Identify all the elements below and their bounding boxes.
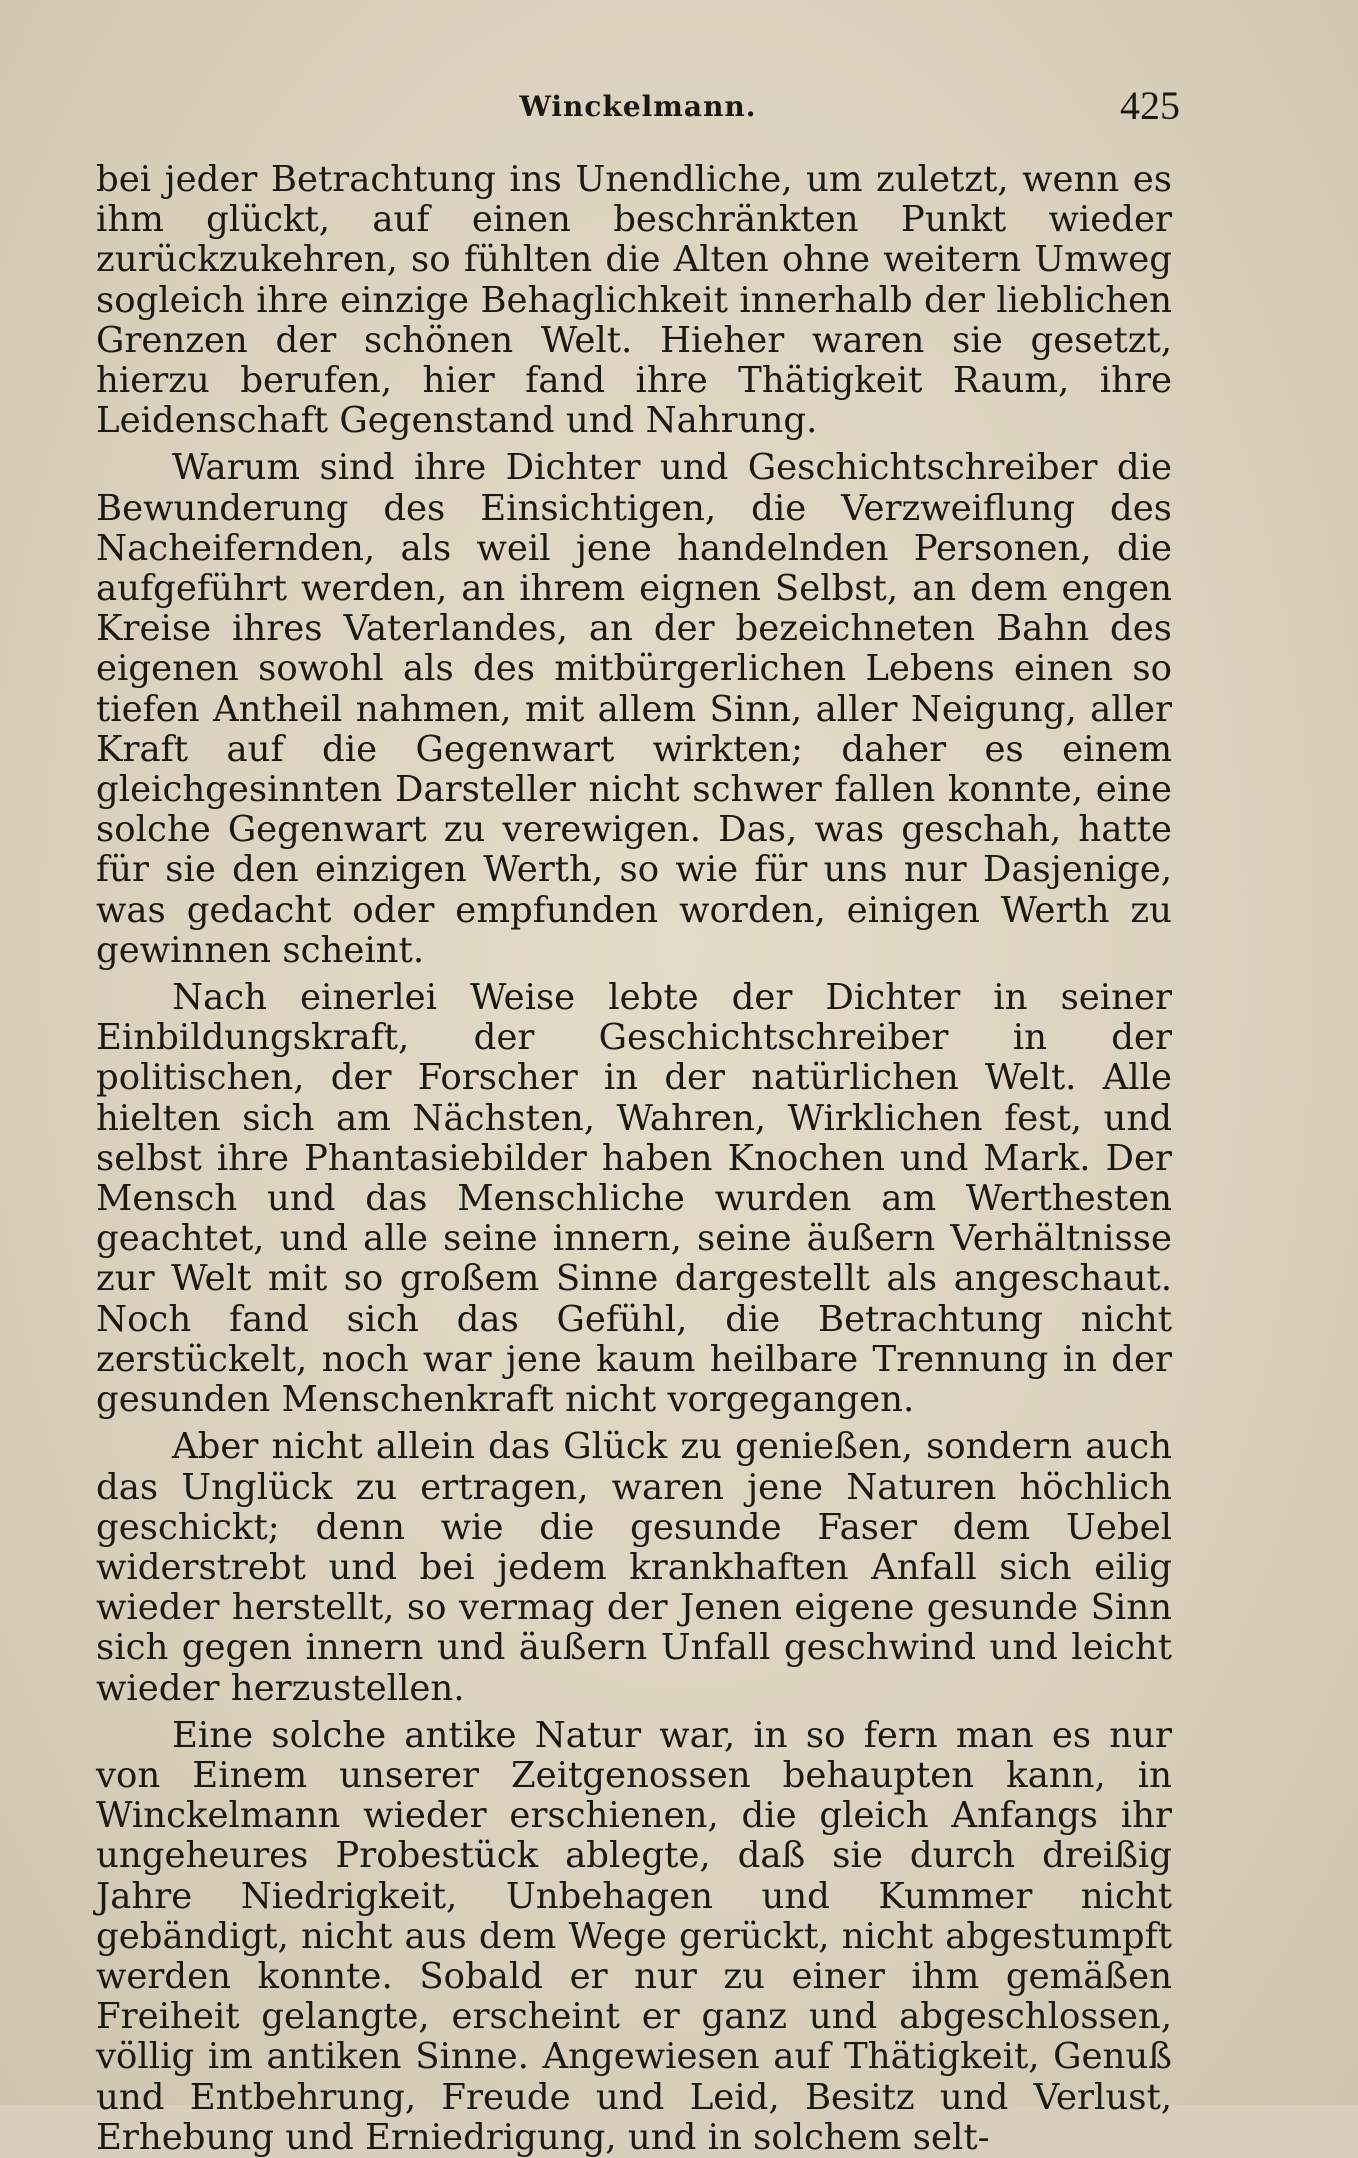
body-text	[96, 160, 1172, 2158]
paragraph: Aber nicht allein das Glück zu genießen, sondern auch das Unglück zu ertragen, waren jene Naturen höchlich geschickt; denn wie die gesunde Faser dem Uebel widerstrebt und bei jedem krankhaften Anfall sich eilig wieder herstellt, so vermag der Jenen eigene gesunde Sinn sich gegen innern und äußern Unfall geschwind und leicht wieder herzustellen.	[96, 1426, 1172, 1709]
paragraph: Warum sind ihre Dichter und Geschichtschreiber die Bewunderung des Einsichtigen, die Verzweiflung des Nacheifernden, als weil jene handelnden Personen, die aufgeführt werden, an ihrem eignen Selbst, an dem engen Kreise ihres Vaterlandes, an der bezeichneten Bahn des eigenen sowohl als des mitbürgerlichen Lebens einen so tiefen Antheil nahmen, mit allem Sinn, aller Neigung, aller Kraft auf die Gegenwart wirkten; daher es einem gleichgesinnten Darsteller nicht schwer fallen konnte, eine solche Gegenwart zu verewigen. Das, was geschah, hatte für sie den einzigen Werth, so wie für uns nur Dasjenige, was gedacht oder empfunden worden, einigen Werth zu gewinnen scheint.	[96, 447, 1172, 971]
page-number: 425	[1120, 83, 1180, 128]
page-header	[96, 82, 1180, 132]
paragraph: Eine solche antike Natur war, in so fern man es nur von Einem unserer Zeitgenossen behaupten kann, in Winckelmann wieder erschienen, die gleich Anfangs ihr ungeheures Probestück ablegte, daß sie durch dreißig Jahre Niedrigkeit, Unbehagen und Kummer nicht gebändigt, nicht aus dem Wege gerückt, nicht abgestumpft werden konnte. Sobald er nur zu einer ihm gemäßen Freiheit gelangte, erscheint er ganz und abgeschlossen, völlig im antiken Sinne. Angewiesen auf Thätigkeit, Genuß und Entbehrung, Freude und Leid, Besitz und Verlust, Erhebung und Erniedrigung, und in solchem selt-	[96, 1714, 1172, 2158]
paragraph: Nach einerlei Weise lebte der Dichter in seiner Einbildungskraft, der Geschichtschreiber in der politischen, der Forscher in der natürlichen Welt. Alle hielten sich am Nächsten, Wahren, Wirklichen fest, und selbst ihre Phantasiebilder haben Knochen und Mark. Der Mensch und das Menschliche wurden am Werthesten geachtet, und alle seine innern, seine äußern Verhältnisse zur Welt mit so großem Sinne dargestellt als angeschaut. Noch fand sich das Gefühl, die Betrachtung nicht zerstückelt, noch war jene kaum heilbare Trennung in der gesunden Menschenkraft nicht vorgegangen.	[96, 977, 1172, 1421]
running-title: Winckelmann.	[519, 90, 757, 123]
paragraph-continued: bei jeder Betrachtung ins Unendliche, um zuletzt, wenn es ihm glückt, auf einen beschränkten Punkt wieder zurückzukehren, so fühlten die Alten ohne weitern Umweg sogleich ihre einzige Behaglichkeit innerhalb der lieblichen Grenzen der schönen Welt. Hieher waren sie gesetzt, hierzu berufen, hier fand ihre Thätigkeit Raum, ihre Leidenschaft Gegenstand und Nahrung.	[96, 159, 1172, 442]
